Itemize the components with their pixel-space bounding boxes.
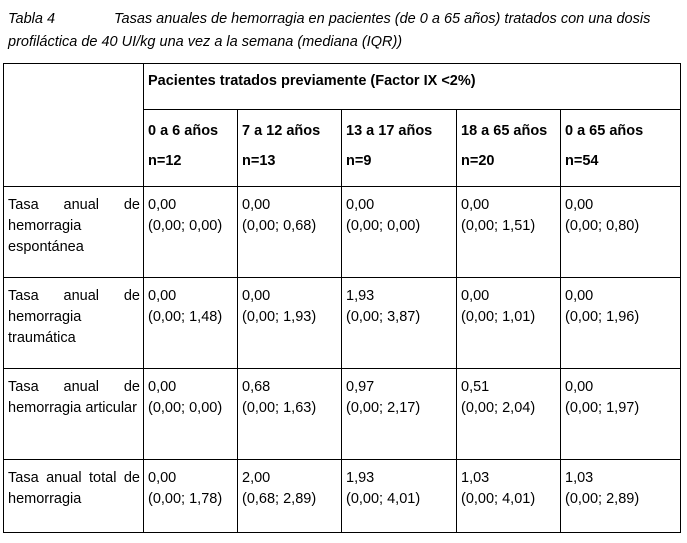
row-label: Tasa anual de hemorragia traumática — [4, 278, 144, 369]
table-cell: 0,00 (0,00; 1,48) — [144, 278, 238, 369]
table-cell: 0,00 (0,00; 1,01) — [457, 278, 561, 369]
column-header: 0 a 65 años n=54 — [561, 110, 681, 187]
table-row — [4, 187, 681, 278]
table-cell: 1,93 (0,00; 4,01) — [342, 460, 457, 533]
table-cell: 0,00 (0,00; 0,00) — [144, 369, 238, 460]
column-header: 0 a 6 años n=12 — [144, 110, 238, 187]
group-header: Pacientes tratados previamente (Factor IX <2%) — [144, 64, 681, 110]
table-cell: 1,93 (0,00; 3,87) — [342, 278, 457, 369]
caption-text: Tasas anuales de hemorragia en pacientes (de 0 a 65 años) tratados con una dosis profiláctica de 40 UI/kg una vez a la semana (mediana (IQR)) — [8, 11, 651, 50]
bleeding-rates-table — [3, 63, 681, 533]
table-cell: 0,00 (0,00; 0,00) — [342, 187, 457, 278]
caption-label: Tabla 4 — [8, 11, 56, 27]
corner-cell — [4, 64, 144, 187]
table-cell: 0,00 (0,00; 0,80) — [561, 187, 681, 278]
table-cell: 0,00 (0,00; 1,97) — [561, 369, 681, 460]
table-cell: 0,97 (0,00; 2,17) — [342, 369, 457, 460]
row-label: Tasa anual de hemorragia articular — [4, 369, 144, 460]
table-row — [4, 460, 681, 533]
column-header: 7 a 12 años n=13 — [238, 110, 342, 187]
table-cell: 0,00 (0,00; 1,51) — [457, 187, 561, 278]
table-cell: 0,00 (0,00; 1,78) — [144, 460, 238, 533]
table-cell: 1,03 (0,00; 4,01) — [457, 460, 561, 533]
table-cell: 0,68 (0,00; 1,63) — [238, 369, 342, 460]
table-cell: 0,51 (0,00; 2,04) — [457, 369, 561, 460]
table-row — [4, 278, 681, 369]
table-caption — [8, 8, 680, 54]
group-header-row — [4, 64, 681, 110]
table-row — [4, 369, 681, 460]
table-cell: 0,00 (0,00; 1,93) — [238, 278, 342, 369]
table-cell: 0,00 (0,00; 0,68) — [238, 187, 342, 278]
row-label: Tasa anual total de hemorragia — [4, 460, 144, 533]
table-cell: 2,00 (0,68; 2,89) — [238, 460, 342, 533]
table-cell: 0,00 (0,00; 1,96) — [561, 278, 681, 369]
row-label: Tasa anual de hemorragia espontánea — [4, 187, 144, 278]
table-cell: 1,03 (0,00; 2,89) — [561, 460, 681, 533]
column-header: 13 a 17 años n=9 — [342, 110, 457, 187]
table-cell: 0,00 (0,00; 0,00) — [144, 187, 238, 278]
column-header: 18 a 65 años n=20 — [457, 110, 561, 187]
